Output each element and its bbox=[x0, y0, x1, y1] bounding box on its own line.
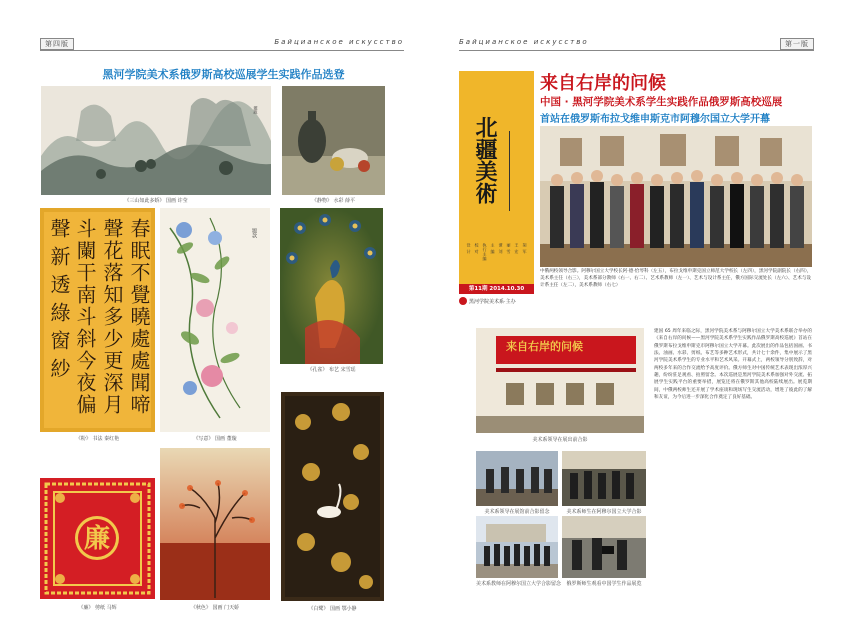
calligraphy-column-4 bbox=[127, 218, 151, 423]
caption-egret: 《白鹭》 国画 鄂小静 bbox=[308, 606, 357, 612]
caption-calligraphy: 《粉》 书法 秦红艳 bbox=[75, 436, 120, 442]
calligraphy-text-col4: 春眠不覺曉處處聞啼 bbox=[127, 218, 151, 416]
peacock-fabric-art bbox=[280, 208, 383, 364]
staff-name-1: 谭 刘 bbox=[498, 243, 504, 254]
publisher-name: 黑河学院美术系·主办 bbox=[469, 298, 516, 305]
svg-text:题款: 题款 bbox=[251, 228, 257, 238]
banner-text: 来自右岸的问候 bbox=[506, 340, 583, 353]
caption-flowers: 《写意》 国画 董璇 bbox=[193, 436, 237, 442]
papercut-artwork bbox=[40, 478, 155, 599]
papercut-character: 廉 bbox=[83, 524, 110, 554]
article-body: 建国 65 周年来临之际，黑河学院美术系与阿穆尔国立大学美术系联合举办的《来自右岸的问候——黑河学院美术系学生实践作品俄罗斯高校巡展》首站在俄罗斯布拉戈维申斯克市阿穆尔国立大学开幕。此次展出的作品包括国画、书法、油画、水彩、剪纸、布艺等多种艺术形式，共计七十余件，集中展示了黑河学院美术系学生的专业水平和艺术风采。开幕式上，两校领导分别致辞，对两校多年来的合作交流给予高度评价。俄方师生对中国传统艺术表现出浓厚兴趣，纷纷驻足观看、拍照留念。本次巡展是黑河学院美术系加强对外交流、拓展学生实践平台的重要举措，展览还将在俄罗斯其他高校陆续展出。展览期间，中俄两校师生还开展了学术座谈和现场写生交流活动，增进了彼此的了解和友谊，为今后进一步深化合作奠定了良好基础。 bbox=[654, 329, 812, 401]
egret-painting bbox=[281, 392, 384, 601]
caption-photo-5: 俄罗斯师生观看中国学生作品展览 bbox=[566, 581, 642, 587]
left-page-header bbox=[40, 37, 404, 51]
caption-peacock: 《孔雀》 布艺 宋雪瑶 bbox=[307, 367, 356, 373]
header-title: Байцианское искусство bbox=[274, 38, 404, 46]
calligraphy-text-col3: 聲花落知多少更深月 bbox=[100, 218, 124, 416]
calligraphy-text-col1: 聲新透綠窗紗 bbox=[47, 218, 71, 386]
right-page-number: 第一版 bbox=[780, 38, 814, 50]
masthead bbox=[459, 71, 534, 288]
masthead-title: 北疆美術 bbox=[472, 116, 498, 204]
flower-painting bbox=[160, 208, 270, 432]
page-number: 第四版 bbox=[40, 38, 74, 50]
photo-leaders-exhibit bbox=[476, 451, 558, 506]
calligraphy-column-3 bbox=[100, 218, 124, 423]
staff-design: 设 计 bbox=[466, 243, 472, 254]
caption-autumn: 《秋色》 国画 门天娇 bbox=[190, 605, 240, 611]
calligraphy-column-2 bbox=[73, 218, 97, 423]
landscape-painting bbox=[41, 86, 271, 195]
subheadline-1: 中国 · 黑河学院美术系学生实践作品俄罗斯高校巡展 bbox=[540, 96, 783, 108]
left-page-title: 黑河学院美术系俄罗斯高校巡展学生实践作品选登 bbox=[102, 68, 345, 81]
photo-media-interview bbox=[562, 516, 646, 578]
autumn-painting bbox=[160, 448, 270, 600]
right-header-title: Байцианское искусство bbox=[459, 38, 589, 46]
caption-photo-1: 美术系领导在展出前合影 bbox=[532, 437, 588, 443]
main-photo-caption: 中俄两校领导合影。阿穆尔国立大学校长阿·德·恰琴科（左五），布拉戈维申斯克国立师范大学校长（左四），黑河学院副院长（右四），美术系主任（右三），美术系部分教师（右一、右二）、艺术系教师（左一）、艺术与设计系主任，俄方国际交流处长（左六）、艺术与设计系主任（左二），美术系教师（右七） bbox=[540, 269, 812, 288]
masthead-signature bbox=[509, 131, 523, 211]
svg-text:题跋: 题跋 bbox=[253, 106, 259, 114]
issue-info: 第11期 2014.10.30 bbox=[459, 284, 534, 294]
calligraphy-column-1 bbox=[47, 218, 71, 423]
staff-name-3: 王 宏 bbox=[514, 243, 520, 254]
photo-outdoor-group bbox=[476, 516, 558, 578]
caption-photo-4: 美术系教师在阿穆尔国立大学合影留念 bbox=[476, 581, 562, 587]
publisher-line bbox=[459, 296, 534, 306]
caption-landscape: 《三山如此多娇》 国画 许莹 bbox=[124, 198, 188, 204]
staff-name-4: 胡 军 bbox=[522, 243, 528, 254]
logo-icon bbox=[459, 297, 467, 305]
calligraphy-artwork bbox=[40, 208, 155, 432]
staff-editor: 主 编 bbox=[490, 243, 496, 254]
caption-photo-3: 美术系师生在阿穆尔国立大学合影 bbox=[566, 509, 642, 515]
photo-venue-group bbox=[562, 451, 646, 506]
masthead-staff bbox=[459, 243, 534, 261]
subheadline-2: 首站在俄罗斯布拉戈维申斯克市阿穆尔国立大学开幕 bbox=[540, 114, 770, 125]
staff-proofread: 校 对 bbox=[474, 243, 480, 254]
banner-photo bbox=[476, 328, 644, 433]
caption-papercut: 《廉》 剪纸 马辉 bbox=[78, 605, 117, 611]
right-page-header bbox=[459, 37, 814, 51]
caption-photo-2: 美术系领导在展馆前合影留念 bbox=[484, 509, 550, 515]
main-group-photo bbox=[540, 126, 812, 267]
caption-still-life: 《静物》 水彩 薛平 bbox=[311, 198, 356, 204]
calligraphy-text-col2: 斗闌干南斗斜今夜偏 bbox=[73, 218, 97, 416]
headline: 来自右岸的问候 bbox=[540, 73, 666, 94]
staff-name-2: 丽 雪 bbox=[506, 243, 512, 254]
still-life-painting bbox=[282, 86, 385, 195]
staff-exec-editor: 执行主编 bbox=[482, 243, 488, 261]
